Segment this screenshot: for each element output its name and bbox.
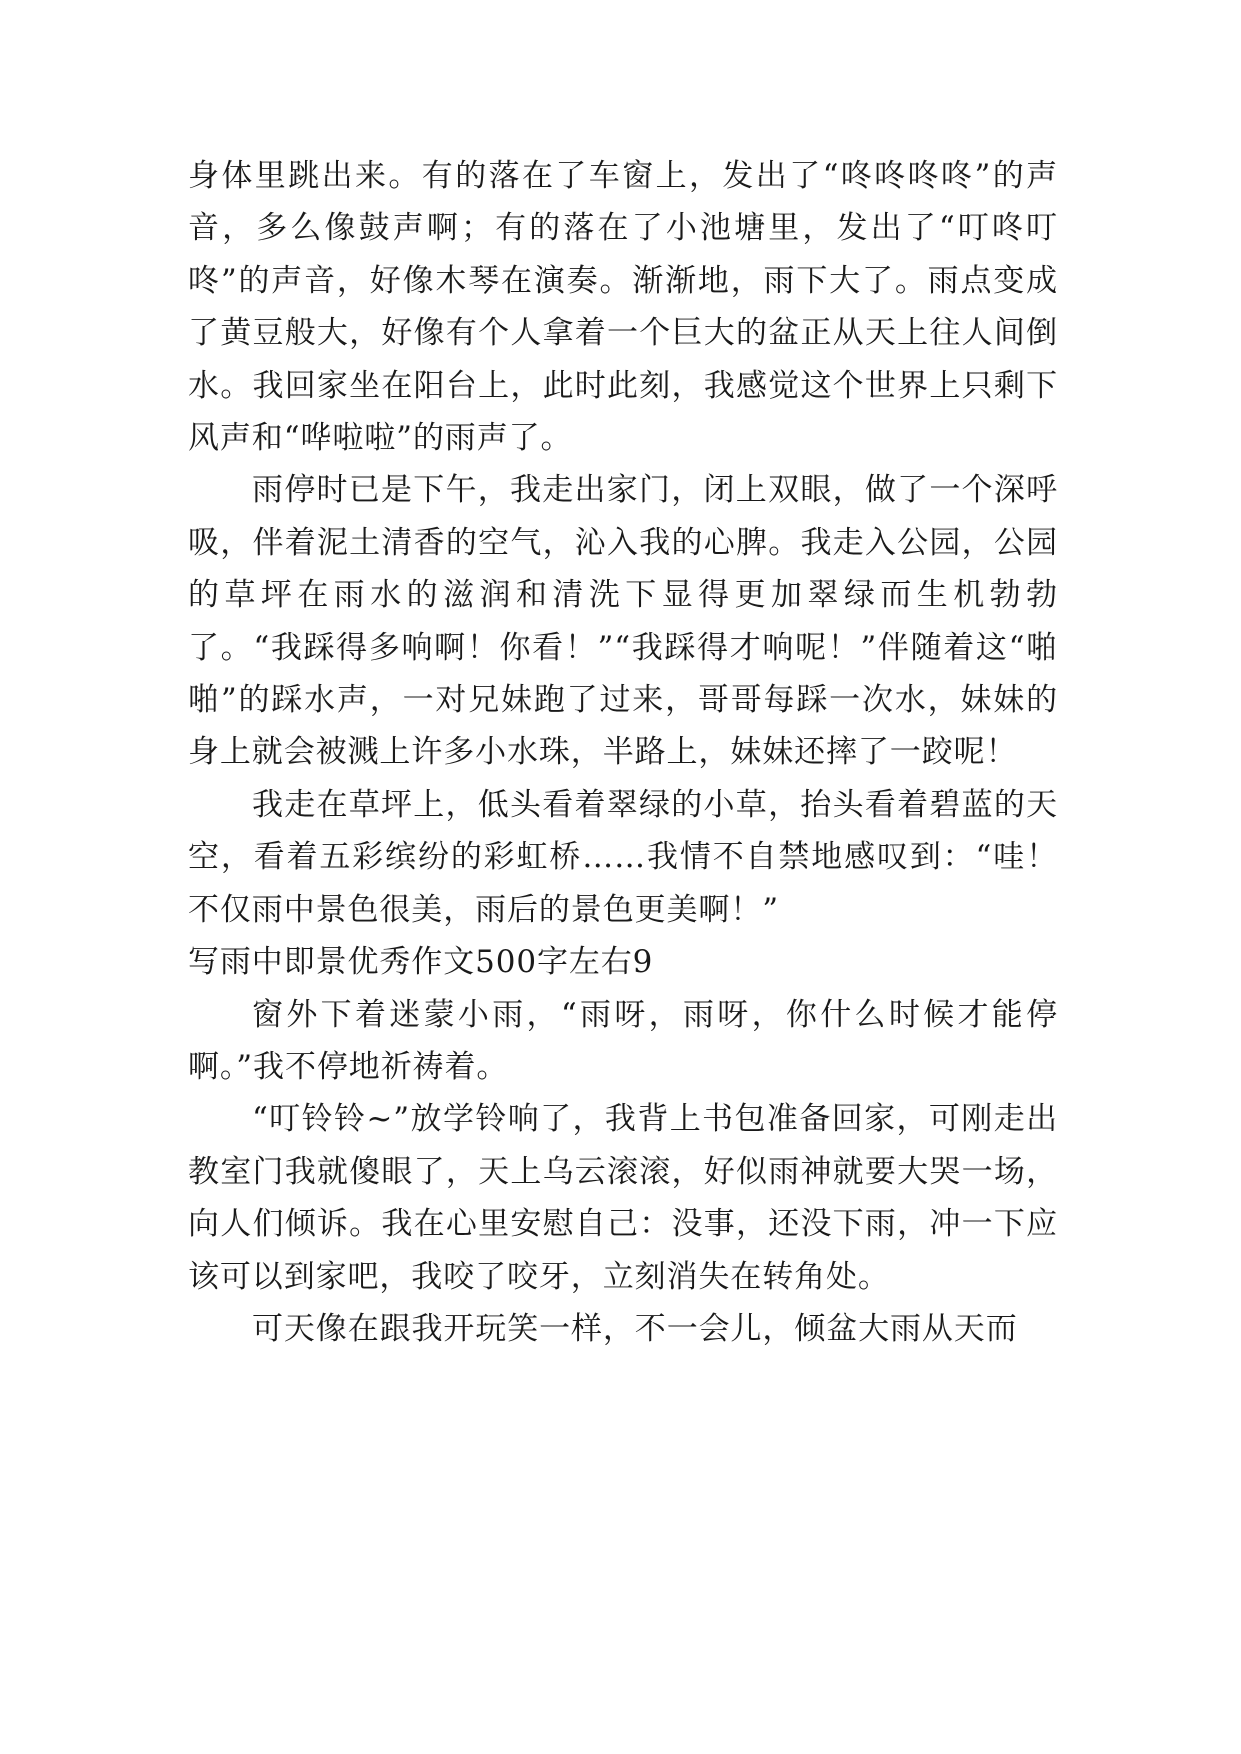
paragraph-5: “叮铃铃~”放学铃响了，我背上书包准备回家，可刚走出教室门我就傻眼了，天上乌云滚滚，好似雨神就要大哭一场，向人们倾诉。我在心里安慰自己：没事，还没下雨，冲一下应该可以到家吧，我咬了咬牙，立刻消失在转角处。 bbox=[188, 1101, 1058, 1295]
body-text-upper bbox=[188, 150, 1058, 936]
paragraph-4: 窗外下着迷蒙小雨，“雨呀，雨呀，你什么时候才能停啊。”我不停地祈祷着。 bbox=[188, 996, 1058, 1085]
body-text-lower bbox=[188, 989, 1058, 1356]
section-title: 写雨中即景优秀作文500字左右9 bbox=[188, 944, 654, 981]
paragraph-3: 我走在草坪上，低头看着翠绿的小草，抬头看着碧蓝的天空，看着五彩缤纷的彩虹桥……我情不自禁地感叹到：“哇！不仅雨中景色很美，雨后的景色更美啊！” bbox=[188, 786, 1058, 928]
paragraph-6: 可天像在跟我开玩笑一样，不一会儿，倾盆大雨从天而 bbox=[252, 1310, 1018, 1347]
document-page bbox=[188, 150, 1058, 1355]
paragraph-1: 身体里跳出来。有的落在了车窗上，发出了“咚咚咚咚”的声音，多么像鼓声啊；有的落在了小池塘里，发出了“叮咚叮咚”的声音，好像木琴在演奏。渐渐地，雨下大了。雨点变成了黄豆般大，好像有个人拿着一个巨大的盆正从天上往人间倒水。我回家坐在阳台上，此时此刻，我感觉这个世界上只剩下风声和“哗啦啦”的雨声了。 bbox=[188, 158, 1058, 457]
paragraph-2: 雨停时已是下午，我走出家门，闭上双眼，做了一个深呼吸，伴着泥土清香的空气，沁入我的心脾。我走入公园，公园的草坪在雨水的滋润和清洗下显得更加翠绿而生机勃勃了。“我踩得多响啊！你看！”“我踩得才响呢！”伴随着这“啪啪”的踩水声，一对兄妹跑了过来，哥哥每踩一次水，妹妹的身上就会被溅上许多小水珠，半路上，妹妹还摔了一跤呢！ bbox=[188, 472, 1058, 771]
